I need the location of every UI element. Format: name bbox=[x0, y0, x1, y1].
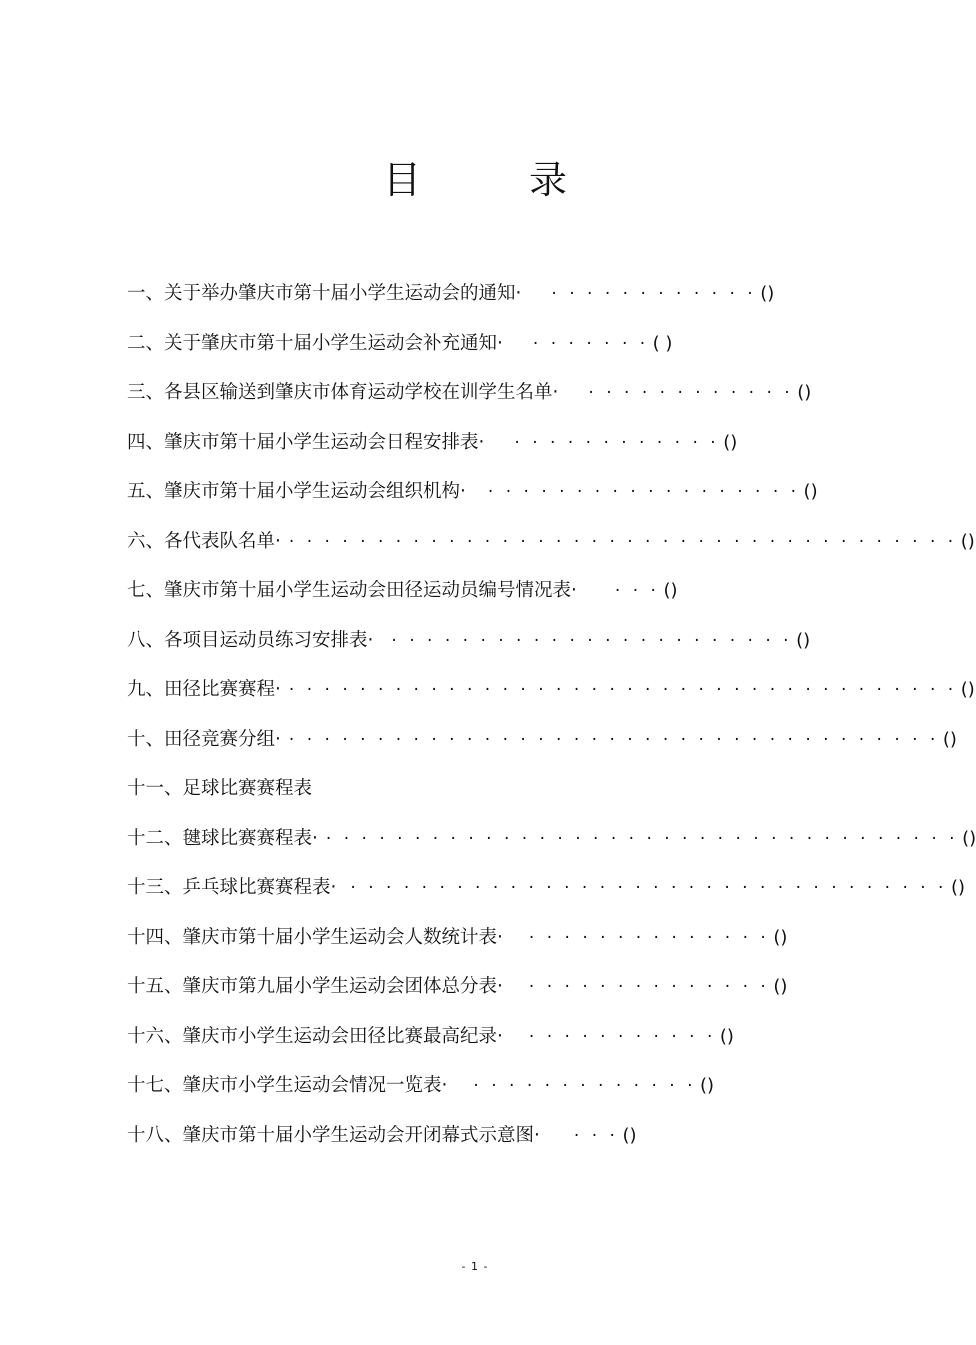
page-number: - 1 - bbox=[461, 1260, 489, 1273]
toc-entry-number: 七、 bbox=[127, 580, 165, 601]
toc-entry-title: 毽球比赛赛程表· bbox=[182, 827, 318, 849]
toc-entry-page-ref: () bbox=[760, 283, 775, 304]
toc-entry[interactable] bbox=[127, 522, 976, 572]
toc-entry-title: 肇庆市第十届小学生运动会组织机构· bbox=[164, 481, 466, 502]
toc-entry-number: 十七、 bbox=[127, 1075, 183, 1096]
toc-entry[interactable] bbox=[127, 769, 976, 819]
toc-entry-number: 十六、 bbox=[127, 1025, 183, 1047]
toc-entry[interactable] bbox=[127, 967, 976, 1017]
page-title: 目 录 bbox=[382, 158, 616, 202]
toc-entry[interactable] bbox=[127, 274, 976, 324]
toc-entry-page-ref: () bbox=[803, 481, 818, 502]
toc-entry-number: 十八、 bbox=[127, 1124, 183, 1146]
toc-entry-leader-dots: · · · · · · · · · · · · · · · · · · · · · · · · · · · · · · · · · · bbox=[350, 878, 947, 898]
toc-entry-number: 十一、 bbox=[127, 778, 183, 799]
toc-entry-leader-dots: · · · · · · · · · · · · bbox=[551, 284, 757, 304]
toc-entry-title: 肇庆市小学生运动会田径比赛最高纪录· bbox=[182, 1025, 503, 1047]
toc-entry-page-ref: () bbox=[950, 877, 966, 898]
toc-entry-page-ref: () bbox=[700, 1075, 715, 1096]
toc-entry-leader-dots: · · · · · · · · · · · · · · · · · · · · · · · · · · · · · · · · · · · · · · bbox=[288, 531, 957, 552]
toc-entry[interactable] bbox=[127, 1017, 976, 1067]
toc-entry-title: 肇庆市小学生运动会情况一览表· bbox=[182, 1075, 448, 1096]
toc-entry-title: 各县区输送到肇庆市体育运动学校在训学生名单· bbox=[164, 382, 559, 403]
toc-entry-leader-dots: · · · · · · · · · · · · · · · · · · · · · · · · · · · · · · · · · · · · bbox=[325, 828, 959, 849]
toc-entry-title: 关于举办肇庆市第十届小学生运动会的通知· bbox=[164, 283, 522, 304]
toc-entry[interactable] bbox=[127, 324, 976, 374]
toc-entry-number: 十三、 bbox=[127, 877, 183, 898]
toc-entry-leader-dots: · · · · · · · · · · · · · · · · · · · · · · · · · · · · · · · · · · · · · · bbox=[288, 680, 957, 700]
toc-entry-leader-dots: · · · · · · · · · · · bbox=[528, 1026, 716, 1047]
toc-entry-leader-dots: · · · · · · · · · · · · · · · · · · · · · · · bbox=[391, 630, 793, 651]
toc-entry-number: 三、 bbox=[127, 382, 165, 403]
toc-entry-number: 一、 bbox=[127, 283, 165, 304]
toc-entry-page-ref: () bbox=[797, 382, 812, 403]
toc-entry-page-ref: () bbox=[719, 1025, 734, 1047]
toc-entry-title: 各代表队名单· bbox=[164, 530, 281, 552]
toc-entry-title: 田径竞赛分组· bbox=[164, 728, 281, 750]
toc-entry-page-ref: () bbox=[622, 1124, 637, 1146]
toc-entry-title: 肇庆市第十届小学生运动会开闭幕式示意图· bbox=[182, 1124, 540, 1146]
toc-entry-title: 足球比赛赛程表 bbox=[182, 778, 313, 799]
toc-entry[interactable] bbox=[127, 373, 976, 423]
toc-entry[interactable] bbox=[127, 423, 976, 473]
toc-entry[interactable] bbox=[127, 472, 976, 522]
toc-entry-page-ref: () bbox=[723, 431, 738, 453]
toc-entry-leader-dots: · · · · · · · bbox=[532, 333, 649, 354]
toc-entry-number: 二、 bbox=[127, 332, 165, 354]
toc-entry[interactable] bbox=[127, 868, 976, 918]
toc-entry-number: 八、 bbox=[127, 629, 165, 651]
toc-entry-leader-dots: · · · · · · · · · · · · · · bbox=[528, 927, 770, 948]
toc-entry-leader-dots: · · · · · · · · · · · · · · · · · · bbox=[487, 482, 800, 502]
toc-entry-number: 十、 bbox=[127, 728, 165, 750]
toc-entry-leader-dots: · · · · · · · · · · · · · · · · · · · · · · · · · · · · · · · · · · · · · bbox=[288, 729, 939, 750]
toc-entry-page-ref: () bbox=[942, 728, 957, 750]
toc-entry-title: 肇庆市第九届小学生运动会团体总分表· bbox=[182, 976, 503, 997]
toc-entry-leader-dots: · · · · · · · · · · · · · bbox=[473, 1076, 697, 1096]
toc-entry-number: 六、 bbox=[127, 530, 165, 552]
toc-entry-number: 十二、 bbox=[127, 827, 183, 849]
toc-entry[interactable] bbox=[127, 819, 976, 869]
toc-entry-title: 各项目运动员练习安排表· bbox=[164, 629, 374, 651]
toc-entry-number: 十四、 bbox=[127, 926, 183, 948]
toc-entry-page-ref: () bbox=[960, 530, 975, 552]
toc-entry-page-ref: () bbox=[960, 679, 975, 700]
table-of-contents bbox=[127, 274, 976, 1165]
toc-entry[interactable] bbox=[127, 1066, 976, 1116]
toc-entry[interactable] bbox=[127, 670, 976, 720]
toc-entry-number: 五、 bbox=[127, 481, 165, 502]
toc-entry-leader-dots: · · · · · · · · · · · · bbox=[588, 383, 794, 403]
toc-entry[interactable] bbox=[127, 1116, 976, 1166]
toc-entry-title: 乒乓球比赛赛程表· bbox=[182, 877, 337, 898]
toc-entry-page-ref: ( ) bbox=[652, 332, 673, 354]
toc-entry-page-ref: () bbox=[773, 976, 788, 997]
toc-entry-leader-dots: · · · · · · · · · · · · bbox=[514, 432, 720, 453]
toc-entry-leader-dots: · · · · · · · · · · · · · · bbox=[528, 977, 770, 997]
toc-entry-page-ref: () bbox=[962, 827, 976, 849]
toc-entry-title: 肇庆市第十届小学生运动会人数统计表· bbox=[182, 926, 503, 948]
toc-entry[interactable] bbox=[127, 720, 976, 770]
toc-entry-page-ref: () bbox=[663, 580, 678, 601]
toc-entry-page-ref: () bbox=[796, 629, 811, 651]
toc-entry-page-ref: () bbox=[773, 926, 788, 948]
toc-entry-leader-dots: · · · bbox=[573, 1125, 619, 1146]
toc-entry[interactable] bbox=[127, 571, 976, 621]
toc-entry-number: 九、 bbox=[127, 679, 165, 700]
toc-entry-title: 关于肇庆市第十届小学生运动会补充通知· bbox=[164, 332, 503, 354]
toc-entry-title: 田径比赛赛程· bbox=[164, 679, 281, 700]
toc-entry[interactable] bbox=[127, 621, 976, 671]
toc-entry-number: 十五、 bbox=[127, 976, 183, 997]
toc-entry[interactable] bbox=[127, 918, 976, 968]
toc-entry-title: 肇庆市第十届小学生运动会日程安排表· bbox=[164, 431, 485, 453]
toc-entry-leader-dots: · · · bbox=[614, 581, 660, 601]
toc-entry-title: 肇庆市第十届小学生运动会田径运动员编号情况表· bbox=[164, 580, 577, 601]
toc-entry-number: 四、 bbox=[127, 431, 165, 453]
